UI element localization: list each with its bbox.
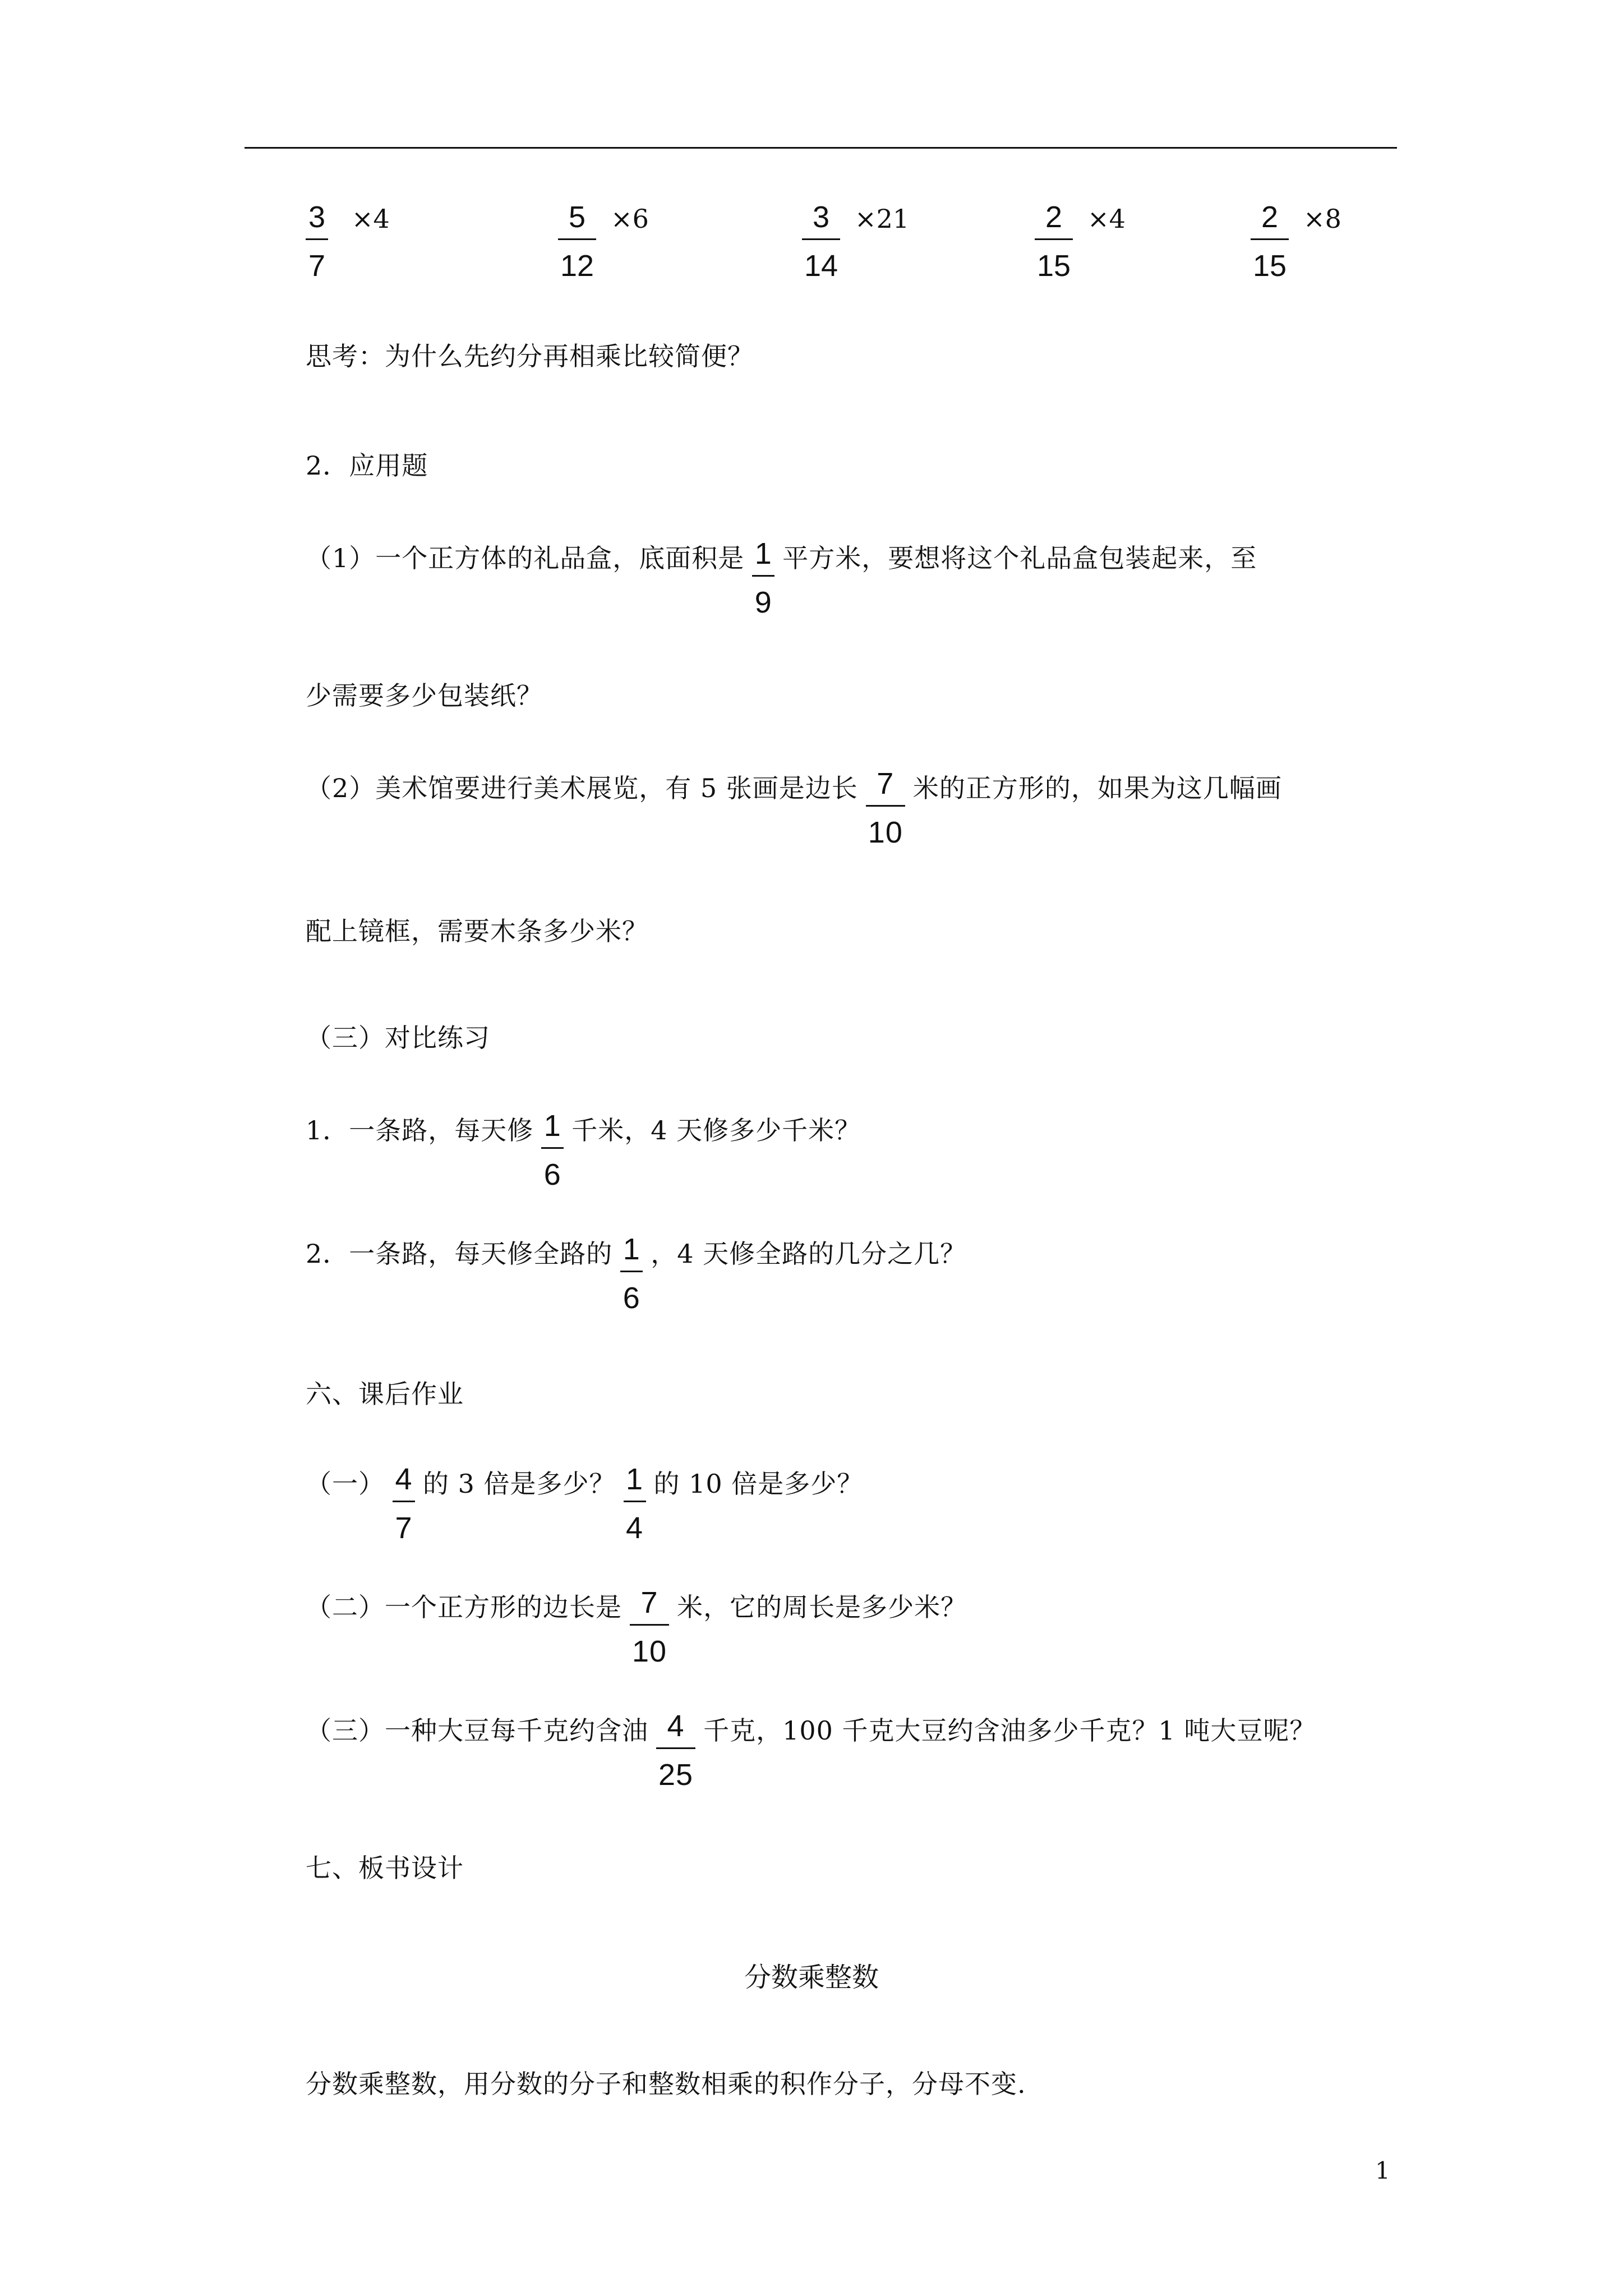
rule-statement: 分数乘整数，用分数的分子和整数相乘的积作分子，分母不变. — [306, 2069, 1026, 2099]
operator: ×4 — [352, 204, 390, 234]
homework-title: 六、课后作业 — [306, 1379, 464, 1409]
operator: ×4 — [1087, 204, 1126, 234]
application-question-1: （1）一个正方体的礼品盒，底面积是 $\frac{1}{9}$ 平方米，要想将这个礼品盒包装起来，至 — [306, 537, 1257, 619]
fraction: $\frac{7}{10}$ — [630, 1585, 669, 1669]
exercise-1 — [306, 199, 390, 284]
homework-3: （三）一种大豆每千克约含油 $\frac{4}{25}$ 千克，100 千克大豆约含油多少千克？1 吨大豆呢？ — [306, 1709, 1316, 1792]
compare-question-2: 2．一条路，每天修全路的 $\frac{1}{6}$ ，4 天修全路的几分之几？ — [306, 1232, 967, 1315]
application-question-2-cont: 配上镜框，需要木条多少米？ — [306, 916, 648, 946]
fraction: $\frac{7}{10}$ — [866, 766, 905, 850]
header-rule — [245, 147, 1397, 149]
compare-title: （三）对比练习 — [306, 1023, 490, 1053]
exercise-5 — [1251, 199, 1341, 284]
board-center-title: 分数乘整数 — [744, 1962, 879, 1993]
fraction: $\frac{3}{14}$ — [802, 199, 840, 284]
homework-2: （二）一个正方形的边长是 $\frac{7}{10}$ 米，它的周长是多少米？ — [306, 1586, 967, 1668]
fraction: $\frac{2}{15}$ — [1251, 199, 1289, 284]
fraction: $\frac{1}{9}$ — [752, 536, 774, 620]
fraction: $\frac{1}{4}$ — [624, 1461, 646, 1546]
exercise-2 — [558, 199, 649, 284]
section-title: 2．应用题 — [306, 450, 428, 481]
fraction: $\frac{4}{7}$ — [393, 1461, 415, 1546]
exercise-4 — [1035, 199, 1126, 284]
fraction: $\frac{1}{6}$ — [541, 1108, 564, 1193]
operator: ×21 — [855, 204, 910, 234]
fraction: $\frac{1}{6}$ — [620, 1231, 643, 1316]
think-question: 思考：为什么先约分再相乘比较简便？ — [306, 341, 754, 371]
fraction: $\frac{2}{15}$ — [1035, 199, 1073, 284]
homework-1: （一） $\frac{4}{7}$ 的 3 倍是多少？ $\frac{1}{4}$ 的 10 倍是多少？ — [306, 1462, 864, 1545]
application-question-1-cont: 少需要多少包装纸？ — [306, 680, 543, 711]
fraction: $\frac{4}{25}$ — [656, 1708, 695, 1793]
page-number: 1 — [1375, 2157, 1390, 2184]
compare-question-1: 1．一条路，每天修 $\frac{1}{6}$ 千米，4 天修多少千米？ — [306, 1109, 861, 1191]
exercise-3 — [802, 199, 909, 284]
operator: ×8 — [1303, 204, 1341, 234]
application-question-2: （2）美术馆要进行美术展览，有 5 张画是边长 $\frac{7}{10}$ 米的正方形的，如果为这几幅画 — [306, 767, 1282, 849]
fraction: $\frac{5}{12}$ — [558, 199, 596, 284]
operator: ×6 — [611, 204, 649, 234]
board-title: 七、板书设计 — [306, 1853, 464, 1883]
fraction: $\frac{3}{7}$ — [306, 199, 328, 284]
